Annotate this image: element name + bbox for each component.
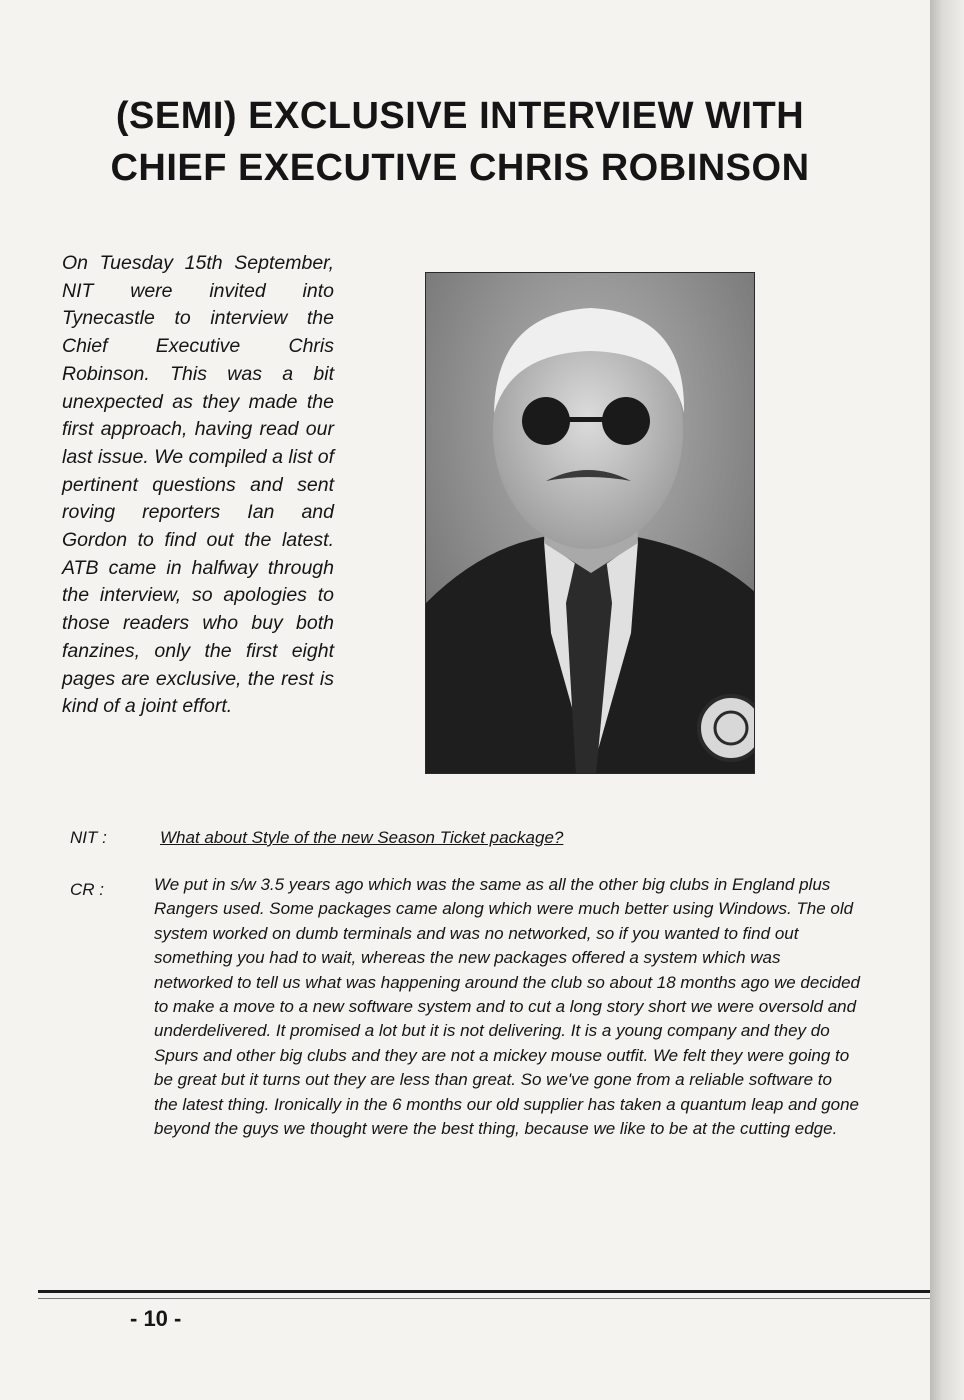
qa-question: What about Style of the new Season Ticket package? <box>160 828 564 847</box>
footer-rule-thin <box>38 1298 930 1299</box>
qa-answer: We put in s/w 3.5 years ago which was the same as all the other big clubs in England plus Rangers used. Some packages came along which were much better using Windows. The old system worked on dumb terminals and was no networked, so if you wanted to find out something you had to wait, whereas the new packages offered a system which was networked to tell us what was happening around the club so about 18 months ago we decided to make a move to a new software system and to cut a long story short we were oversold and underdelivered. It promised a lot but it is not delivering. It is a young company and they do Spurs and other big clubs and they are not a mickey mouse outfit. We felt they were going to be great but it turns out they are less than great. So we've gone from a reliable software to the latest thing. Ironically in the 6 months our old supplier has taken a quantum leap and gone beyond the guys we thought were the best thing, because we like to be at the cutting edge. <box>154 875 860 1139</box>
qa-speaker-nit: NIT : <box>70 828 107 847</box>
article-title: (SEMI) EXCLUSIVE INTERVIEW WITH CHIEF EXECUTIVE CHRIS ROBINSON <box>110 95 810 189</box>
qa-speaker-cr: CR : <box>70 880 104 899</box>
article-intro: On Tuesday 15th September, NIT were invited into Tynecastle to interview the Chief Executive Chris Robinson. This was a bit unexpected as they made the first approach, having read our last issue. We compiled a list of pertinent questions and sent roving reporters Ian and Gordon to find out the latest. ATB came in halfway through the interview, so apologies to those readers who buy both fanzines, only the first eight pages are exclusive, the rest is kind of a joint effort. <box>62 252 334 718</box>
page-number: - 10 - <box>130 1306 182 1331</box>
portrait-photo-icon <box>426 273 755 774</box>
portrait-photo <box>425 272 755 774</box>
footer-rule <box>38 1290 930 1293</box>
page-spine <box>930 0 964 1400</box>
